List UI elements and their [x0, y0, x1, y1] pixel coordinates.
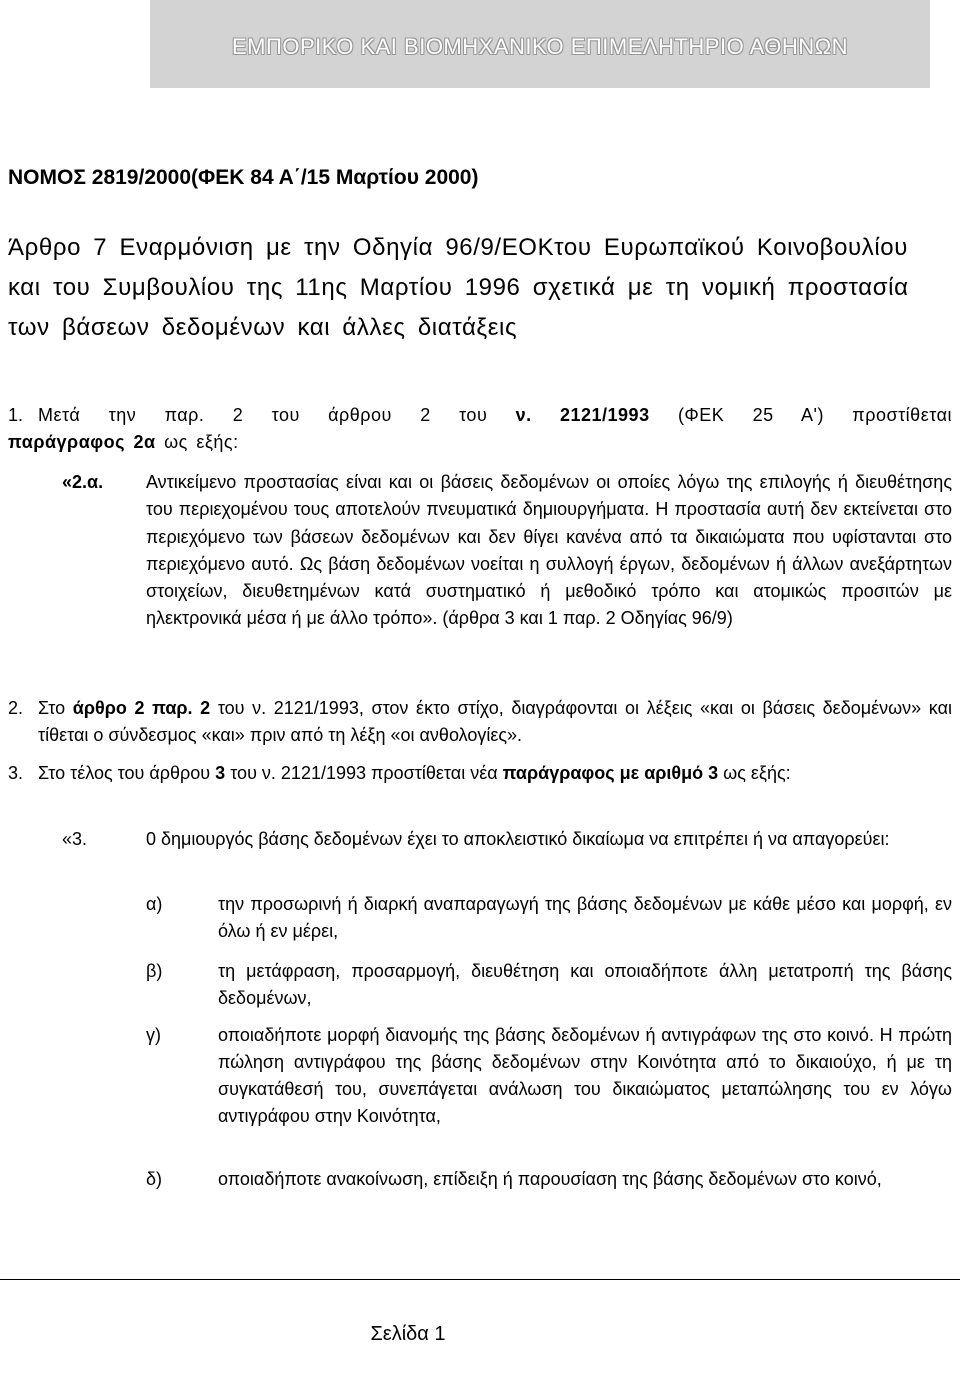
list-item-text: τη μετάφραση, προσαρμογή, διευθέτηση και οποιαδήποτε άλλη μετατροπή της βάσης δεδομένων,: [218, 961, 952, 1008]
paragraph-reference: παράγραφος 2α: [8, 432, 156, 452]
paragraph-2: [8, 695, 952, 749]
list-item-text: οποιαδήποτε μορφή διανομής της βάσης δεδομένων ή αντιγράφων της στο κοινό. Η πρώτη πώληση αντιγράφου της βάσης δεδομένων στην Κοινότητα από το δικαιούχο, ή με τη συγκατάθεσή του, συνεπάγεται ανάλωση του δικαιώματος μεταπώλησης του εν λόγω αντιγράφου στην Κοινότητα,: [218, 1025, 952, 1126]
paragraph-number: 3.: [8, 763, 24, 783]
article-number: 3: [215, 763, 226, 783]
quote-2a: [62, 469, 952, 633]
list-item: [146, 891, 952, 945]
list-item-label: γ): [146, 1025, 161, 1045]
paragraph-body: Μετά την παρ. 2 του άρθρου 2 του ν. 2121/1993 (ΦΕΚ 25 Α') προστίθεται παράγραφος 2α ως εξής:: [8, 405, 952, 452]
quote-text: Αντικείμενο προστασίας είναι και οι βάσεις δεδομένων οι οποίες λόγω της επιλογής ή διευθέτησης του περιεχομένου τους αποτελούν πνευματικά δημιουργήματα. Η προστασία αυτή δεν εκτείνεται στο περιεχόμενο των βάσεων δεδομένων και δεν θίγει κανένα από τα δικαιώματα που υφίστανται στο περιεχόμενο αυτό. Ως βάση δεδομένων νοείται η συλλογή έργων, δεδομένων ή άλλων ανεξάρτητων στοιχείων, διευθετημένων κατά συστηματικό ή μεθοδικό τρόπο και ατομικώς προσιτών με ηλεκτρονικά μέσα ή με άλλο τρόπο». (άρθρα 3 και 1 παρ. 2 Οδηγίας 96/9): [146, 472, 952, 629]
paragraph-reference: παράγραφος με αριθμό 3: [502, 763, 719, 783]
law-title: ΝΟΜΟΣ 2819/2000(ΦΕΚ 84 Α΄/15 Μαρτίου 2000): [8, 166, 479, 189]
list-item: [146, 1022, 952, 1130]
paragraph-body: Στο τέλος του άρθρου 3 του ν. 2121/1993 προστίθεται νέα παράγραφος με αριθμό 3 ως εξής:: [38, 763, 791, 783]
quote-label: «3.: [62, 829, 88, 849]
list-item-label: α): [146, 894, 163, 914]
page-number: Σελίδα 1: [370, 1323, 446, 1345]
article-title: [8, 228, 952, 348]
list-item-text: οποιαδήποτε ανακοίνωση, επίδειξη ή παρουσίαση της βάσης δεδομένων στο κοινό,: [218, 1169, 882, 1189]
letterhead-banner: [150, 0, 930, 88]
paragraph-body: Στο άρθρο 2 παρ. 2 του ν. 2121/1993, στον έκτο στίχο, διαγράφονται οι λέξεις «και οι βάσεις δεδομένων» και τίθεται ο σύνδεσμος «και» πριν από τη λέξη «οι ανθολογίες».: [38, 698, 952, 745]
paragraph-1: [8, 402, 952, 456]
paragraph-number: 1.: [8, 405, 24, 425]
list-item: [146, 958, 952, 1012]
article-title-text: Άρθρο 7 Εναρμόνιση με την Οδηγία 96/9/ΕΟΚτου Ευρωπαϊκού Κοινοβουλίου και του Συμβουλίου της 11ης Μαρτίου 1996 σχετικά με τη νομική προστασία των βάσεων δεδομένων και άλλες διατάξεις: [8, 234, 909, 341]
list-item-label: δ): [146, 1169, 163, 1189]
paragraph-3: [8, 760, 952, 787]
quote-3: [62, 826, 952, 853]
quote-label: «2.α.: [62, 472, 104, 492]
list-item: [146, 1166, 952, 1193]
list-item-text: την προσωρινή ή διαρκή αναπαραγωγή της βάσης δεδομένων με κάθε μέσο και μορφή, εν όλω ή εν μέρει,: [218, 894, 952, 941]
article-reference: άρθρο 2 παρ. 2: [72, 698, 211, 718]
quote-text: 0 δημιουργός βάσης δεδομένων έχει το αποκλειστικό δικαίωμα να επιτρέπει ή να απαγορεύει:: [146, 829, 890, 849]
list-item-label: β): [146, 961, 163, 981]
chamber-name: ΕΜΠΟΡΙΚΟ ΚΑΙ ΒΙΟΜΗΧΑΝΙΚΟ ΕΠΙΜΕΛΗΤΗΡΙΟ ΑΘΗΝΩΝ: [231, 34, 849, 59]
footer-divider: [0, 1279, 960, 1280]
paragraph-number: 2.: [8, 698, 24, 718]
law-reference: ν. 2121/1993: [515, 405, 650, 425]
